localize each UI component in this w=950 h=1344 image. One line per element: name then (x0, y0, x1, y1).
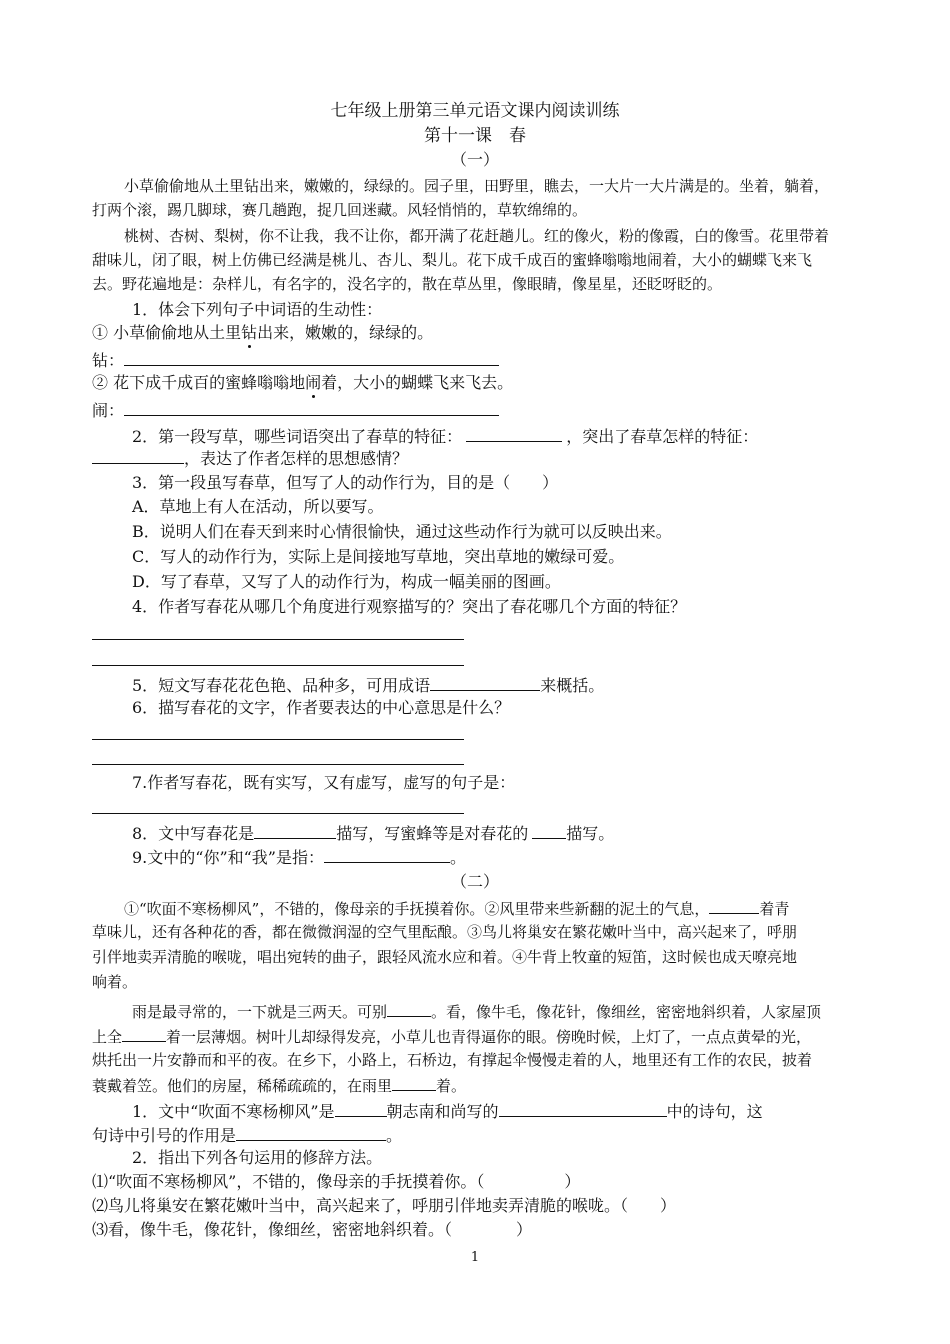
question-3-option-c[interactable]: C．写人的动作行为，实际上是间接地写草地，突出草地的嫩绿可爱。 (132, 547, 625, 566)
question-7-stem: 7.作者写春花，既有实写，又有虚写，虚写的句子是： (132, 773, 516, 792)
answer-line[interactable] (92, 665, 464, 666)
question-1-answer-1: 钻： (92, 349, 499, 371)
answer-line[interactable] (92, 739, 464, 740)
answer-blank[interactable] (532, 822, 566, 839)
answer-blank[interactable] (122, 1025, 166, 1042)
answer-blank[interactable] (124, 349, 499, 366)
passage2-line: ①“吹面不寒杨柳风”，不错的，像母亲的手抚摸着你。②风里带来些新翻的泥土的气息， 着青 (124, 897, 789, 919)
part2-question-2-item: ⑶看，像牛毛，像花针，像细丝，密密地斜织着。（ ） (92, 1220, 533, 1239)
question-4-stem: 4．作者写春花从哪几个角度进行观察描写的？突出了春花哪几个方面的特征？ (132, 597, 687, 616)
answer-blank[interactable] (387, 1000, 431, 1017)
answer-blank[interactable] (392, 1074, 436, 1091)
passage1-line: 桃树、杏树、梨树，你不让我，我不让你，都开满了花赶趟儿。红的像火，粉的像霞，白的像雪。花里带着 (124, 227, 830, 245)
question-3-option-d[interactable]: D．写了春草，又写了人的动作行为，构成一幅美丽的图画。 (132, 572, 561, 591)
question-3-stem: 3．第一段虽写春草，但写了人的动作行为，目的是（ ） (132, 473, 559, 492)
emphasis-dot-char: 闹 (305, 373, 322, 392)
answer-blank[interactable] (324, 846, 450, 863)
passage1-line: 小草偷偷地从土里钻出来，嫩嫩的，绿绿的。园子里，田野里，瞧去，一大片一大片满是的。坐着，躺着， (124, 177, 830, 195)
answer-line[interactable] (92, 813, 464, 814)
question-2-line-2: ，表达了作者怎样的思想感情？ (92, 447, 408, 469)
answer-blank[interactable] (92, 447, 184, 464)
question-1-sentence-1: ① 小草偷偷地从土里钻出来，嫩嫩的，绿绿的。 (92, 323, 434, 342)
passage2-line: 雨是最寻常的，一下就是三两天。可别 。看，像牛毛，像花针，像细丝，密密地斜织着，人家屋顶 (132, 1000, 821, 1022)
part2-question-2-stem: 2．指出下列各句运用的修辞方法。 (132, 1148, 383, 1167)
answer-blank[interactable] (466, 425, 562, 442)
answer-blank[interactable] (236, 1124, 386, 1141)
passage1-line: 打两个滚，踢几脚球，赛几趟跑，捉几回迷藏。风轻悄悄的，草软绵绵的。 (92, 201, 588, 219)
passage1-line: 甜味儿，闭了眼，树上仿佛已经满是桃儿、杏儿、梨儿。花下成千成百的蜜蜂嗡嗡地闹着，大小的蝴蝶飞来飞 (92, 251, 813, 269)
emphasis-dot-char: 钻 (241, 323, 258, 342)
question-8: 8．文中写春花是 描写，写蜜蜂等是对春花的 描写。 (132, 824, 615, 843)
part2-question-2-item: ⑴“吹面不寒杨柳风”，不错的，像母亲的手抚摸着你。（ ） (92, 1172, 581, 1191)
answer-blank[interactable] (335, 1100, 387, 1117)
answer-blank[interactable] (254, 822, 336, 839)
passage2-line: 响着。 (92, 973, 138, 991)
passage2-line: 草味儿，还有各种花的香，都在微微润湿的空气里酝酿。③鸟儿将巢安在繁花嫩叶当中，高兴起来了，呼朋 (92, 923, 798, 941)
question-1-sentence-2: ② 花下成千成百的蜜蜂嗡嗡地闹着，大小的蝴蝶飞来飞去。 (92, 373, 514, 392)
section-two-heading: （二） (450, 872, 499, 891)
question-1-answer-2: 闹： (92, 399, 499, 421)
passage2-line: 上全 着一层薄烟。树叶儿却绿得发亮，小草儿也青得逼你的眼。傍晚时候，上灯了，一点点黄晕的光， (92, 1025, 811, 1047)
lesson-title: 第十一课 春 (424, 126, 526, 146)
answer-blank[interactable] (499, 1100, 667, 1117)
part2-question-1-line-2: 句诗中引号的作用是 。 (92, 1126, 403, 1145)
answer-line[interactable] (92, 639, 464, 640)
part2-question-1-line-1: 1．文中“吹面不寒杨柳风”是 朝志南和尚写的 中的诗句，这 (132, 1102, 763, 1121)
question-6-stem: 6．描写春花的文字，作者要表达的中心意思是什么？ (132, 698, 511, 717)
question-2-line-1: 2．第一段写草，哪些词语突出了春草的特征： ，突出了春草怎样的特征： (132, 427, 759, 446)
answer-blank[interactable] (709, 897, 759, 914)
passage2-line: 蓑戴着笠。他们的房屋，稀稀疏疏的，在雨里 着。 (92, 1074, 466, 1096)
passage2-line: 引伴地卖弄清脆的喉咙，唱出宛转的曲子，跟轻风流水应和着。④牛背上牧童的短笛，这时候也成天嘹亮地 (92, 948, 798, 966)
answer-blank[interactable] (124, 399, 499, 416)
question-9: 9.文中的“你”和“我”是指： 。 (132, 848, 467, 867)
answer-blank[interactable] (430, 674, 540, 691)
passage2-line: 烘托出一片安静而和平的夜。在乡下，小路上，石桥边，有撑起伞慢慢走着的人，地里还有工作的农民，披着 (92, 1051, 813, 1069)
section-one-heading: （一） (450, 150, 499, 169)
answer-line[interactable] (92, 764, 464, 765)
question-3-option-a[interactable]: A．草地上有人在活动，所以要写。 (132, 497, 384, 516)
question-5: 5．短文写春花花色艳、品种多，可用成语 来概括。 (132, 676, 605, 695)
question-1-stem: 1．体会下列句子中词语的生动性： (132, 300, 383, 319)
passage1-line: 去。野花遍地是：杂样儿，有名字的，没名字的，散在草丛里，像眼睛，像星星，还眨呀眨的。 (92, 275, 723, 293)
question-3-option-b[interactable]: B．说明人们在春天到来时心情很愉快，通过这些动作行为就可以反映出来。 (132, 522, 672, 541)
part2-question-2-item: ⑵鸟儿将巢安在繁花嫩叶当中，高兴起来了，呼朋引伴地卖弄清脆的喉咙。（ ） (92, 1196, 677, 1215)
worksheet-title: 七年级上册第三单元语文课内阅读训练 (330, 101, 620, 121)
page-number: 1 (470, 1250, 480, 1265)
